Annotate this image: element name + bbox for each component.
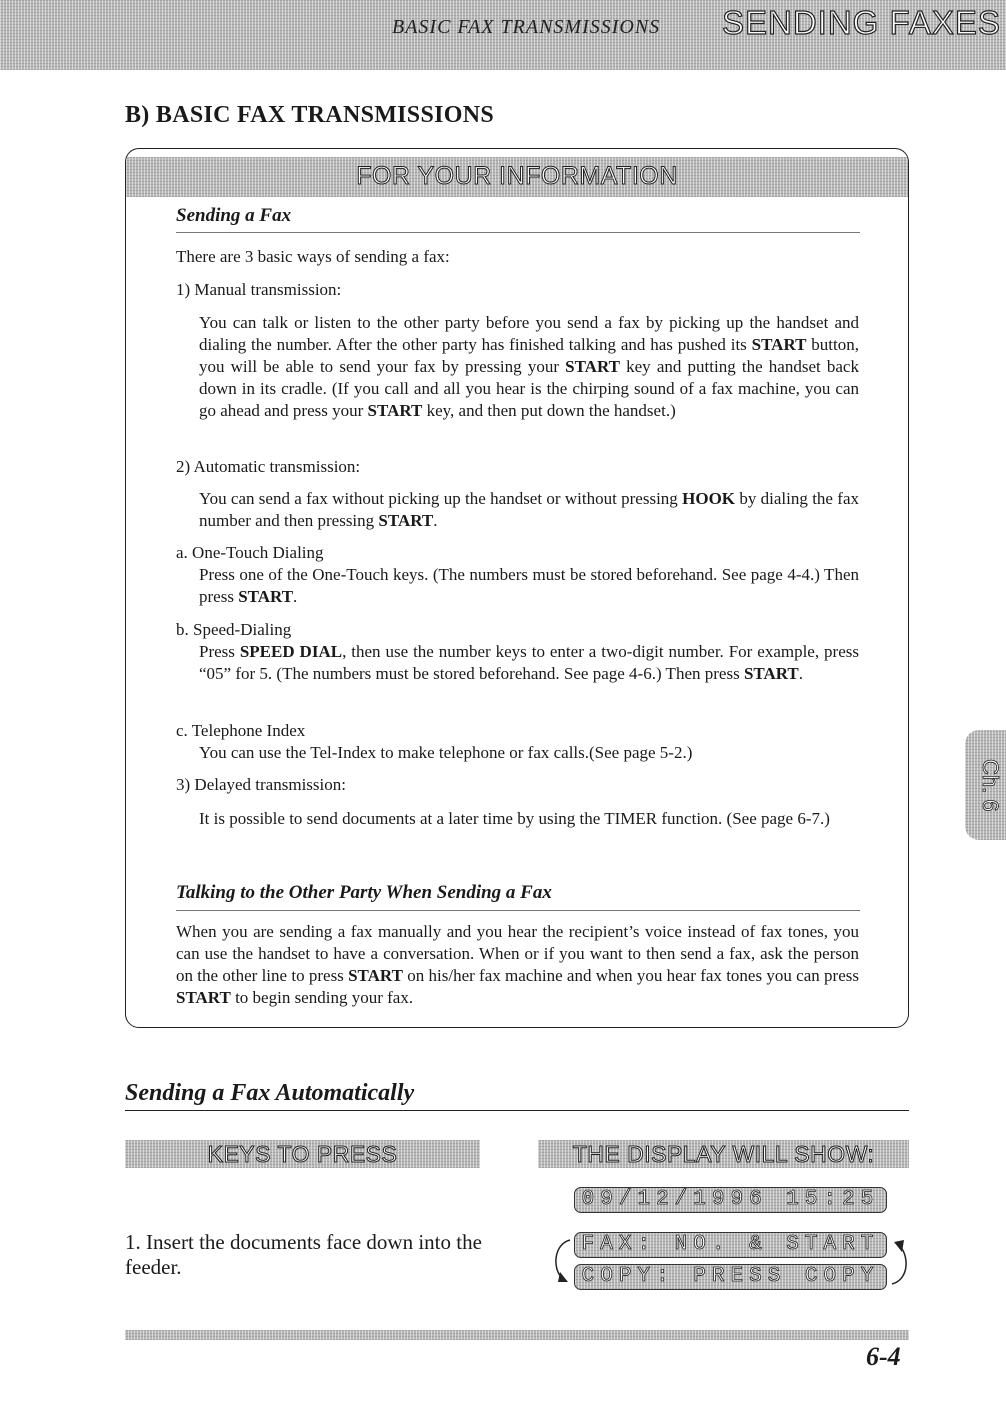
keys-to-press-bar: [125, 1140, 480, 1168]
automatic-paragraph: You can send a fax without picking up the handset or without pressing HOOK by dialing the fax number and then pressing START.: [199, 489, 859, 530]
manual-paragraph: You can talk or listen to the other party before you send a fax by picking up the handset and dialing the number. After the other party has finished talking and has pushed its START button, you will be able to send your fax by pressing your START key and putting the handset back down in its cradle. (If you call and all you hear is the chirping sound of a fax machine, you can go ahead and press your START key, and then put down the handset.): [199, 313, 860, 420]
automatic-heading: 2) Automatic transmission:: [176, 457, 361, 476]
tel-index-text: You can use the Tel-Index to make telephone or fax calls.(See page 5-2.): [199, 743, 693, 762]
info-box: [125, 148, 909, 1028]
one-touch-heading: a. One-Touch Dialing: [176, 543, 324, 562]
alternate-arrow-right-icon: [888, 1236, 914, 1288]
talking-heading: Talking to the Other Party When Sending a Fax: [176, 882, 552, 903]
divider: [176, 910, 860, 911]
info-box-header: [126, 157, 908, 197]
delayed-paragraph: It is possible to send documents at a later time by using the TIMER function. (See page 6-7.): [199, 809, 830, 828]
footer-rule: [125, 1330, 909, 1340]
header-chapter-title: SENDING FAXES: [722, 4, 1001, 41]
talking-paragraph: When you are sending a fax manually and you hear the recipient’s voice instead of fax tones, you can use the handset to have a conversation. When or if you want to then send a fax, ask the person on the other line to press START on his/her fax machine and when you hear fax tones you can press START to begin sending your fax.: [176, 922, 859, 1007]
lcd-date-text: 09/12/1996 15:25: [581, 1188, 880, 1211]
lcd-copy-text: COPY: PRESS COPY: [581, 1265, 880, 1288]
lcd-display-date: [574, 1187, 887, 1213]
alternate-arrow-left-icon: [548, 1236, 574, 1288]
one-touch-paragraph: Press one of the One-Touch keys. (The numbers must be stored beforehand. See page 4-4.) Then press START.: [199, 565, 859, 606]
page-number: 6-4: [866, 1342, 901, 1371]
display-will-show-bar: [538, 1140, 909, 1168]
display-will-show-label: THE DISPLAY WILL SHOW:: [572, 1141, 875, 1167]
step-1-text: 1. Insert the documents face down into the feeder.: [125, 1230, 482, 1279]
sending-a-fax-heading: Sending a Fax: [176, 205, 292, 226]
speed-dial-heading: b. Speed-Dialing: [176, 620, 292, 639]
info-box-header-text: FOR YOUR INFORMATION: [356, 162, 678, 190]
speed-dial-paragraph: Press SPEED DIAL, then use the number keys to enter a two-digit number. For example, press “05” for 5. (The numbers must be stored beforehand. See page 4-6.) Then press START.: [199, 642, 859, 683]
keys-to-press-label: KEYS TO PRESS: [207, 1141, 398, 1167]
header-band: [0, 0, 1006, 70]
divider: [176, 232, 860, 233]
section-title: B) BASIC FAX TRANSMISSIONS: [125, 102, 494, 128]
header-section-label: BASIC FAX TRANSMISSIONS: [392, 16, 661, 38]
tel-index-heading: c. Telephone Index: [176, 721, 306, 740]
auto-section-rule: [125, 1110, 909, 1111]
lcd-display-fax: [574, 1232, 887, 1258]
intro-text: There are 3 basic ways of sending a fax:: [176, 247, 450, 266]
lcd-display-copy: [574, 1264, 887, 1290]
chapter-tab: [965, 730, 1006, 840]
delayed-heading: 3) Delayed transmission:: [176, 775, 346, 794]
auto-section-title: Sending a Fax Automatically: [125, 1080, 415, 1106]
manual-heading: 1) Manual transmission:: [176, 280, 342, 299]
chapter-tab-label: Ch. 6: [978, 758, 1003, 812]
lcd-fax-text: FAX: NO. & START: [581, 1233, 880, 1256]
